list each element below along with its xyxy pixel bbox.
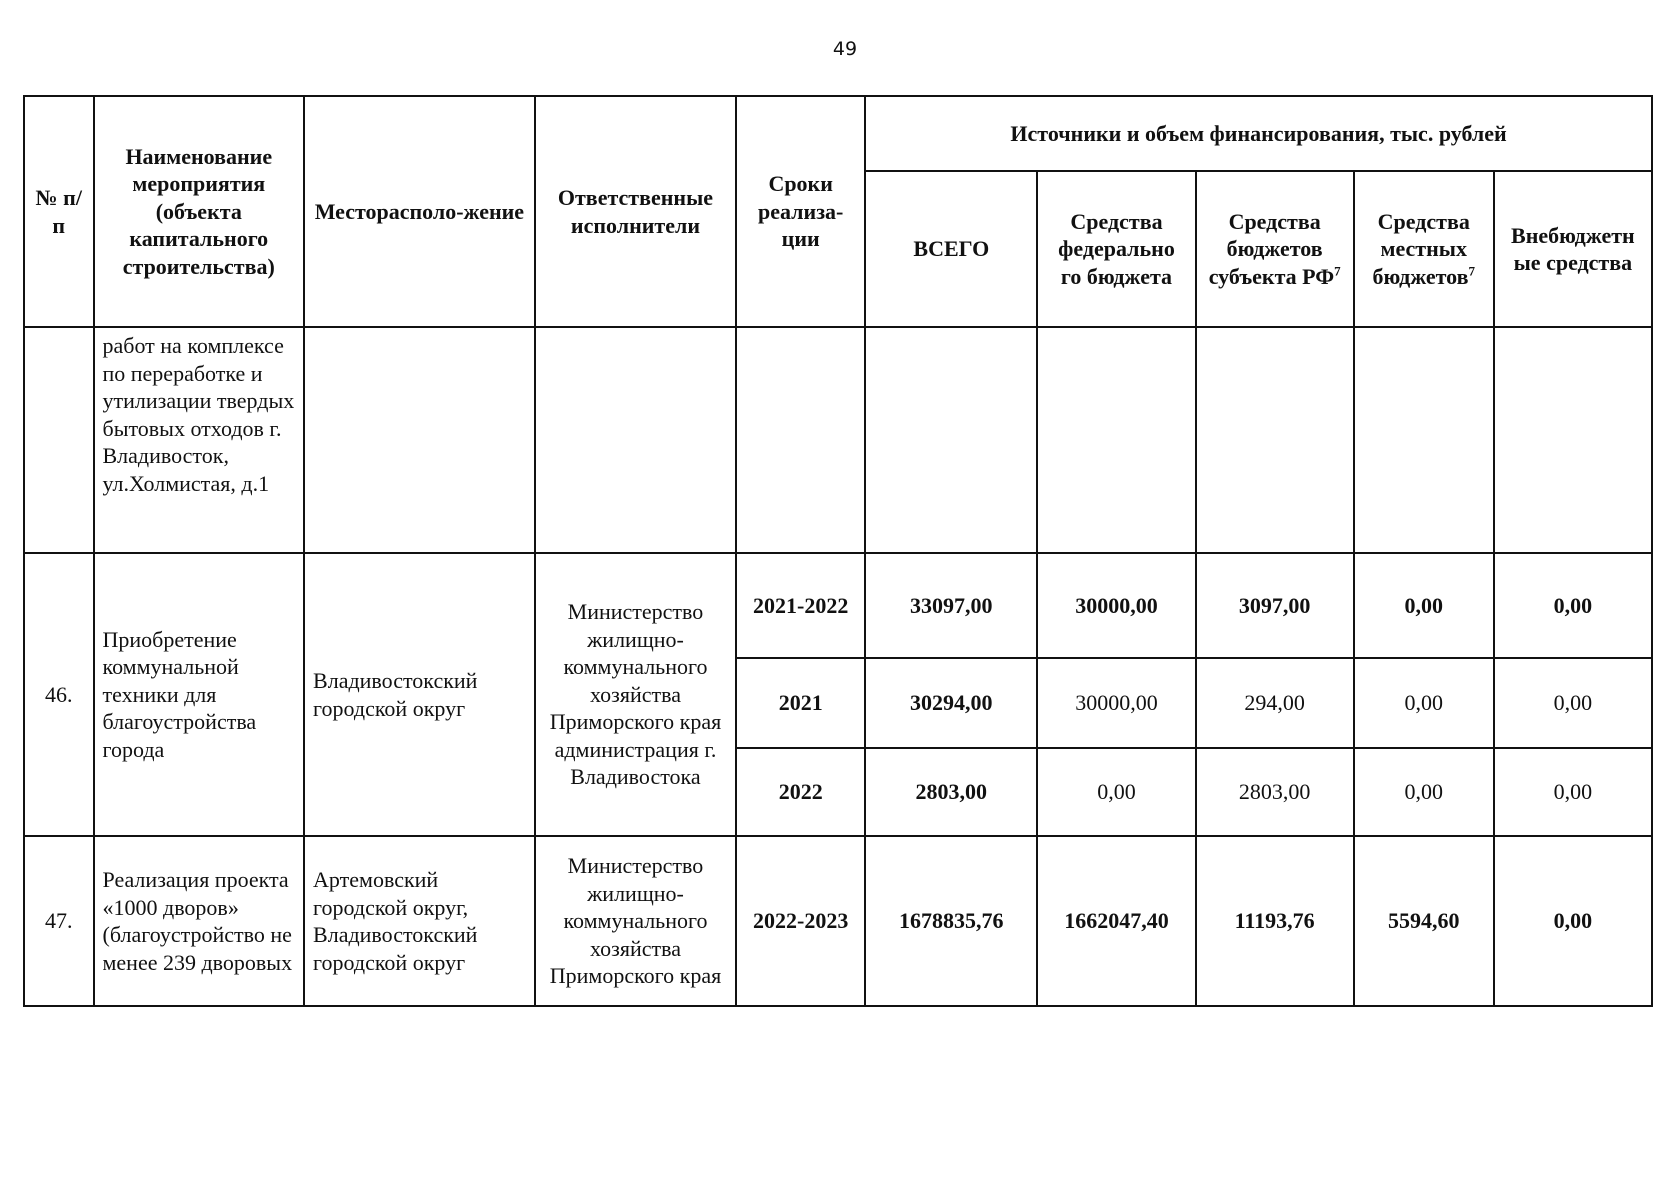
header-location: Месторасполо-жение	[304, 96, 535, 327]
cell-46-term: 2022	[736, 748, 865, 836]
cell-46-responsible: Министерство жилищно-коммунального хозяйства Приморского края администрация г. Владивостока	[535, 553, 736, 836]
header-local	[1354, 171, 1494, 327]
header-responsible: Ответственные исполнители	[535, 96, 736, 327]
cell-47-local: 5594,60	[1354, 836, 1494, 1006]
header-regional-footnote: 7	[1334, 263, 1341, 279]
header-local-text: Средства местных бюджетов	[1372, 208, 1470, 289]
cell-empty	[24, 327, 94, 553]
cell-47-num: 47.	[24, 836, 94, 1006]
cell-46-term: 2021	[736, 658, 865, 748]
cell-46-extra: 0,00	[1494, 658, 1652, 748]
cell-46-regional: 3097,00	[1196, 553, 1354, 658]
cell-47-regional: 11193,76	[1196, 836, 1354, 1006]
cell-46-total: 33097,00	[865, 553, 1037, 658]
cell-46-local: 0,00	[1354, 748, 1494, 836]
header-federal: Средства федерально го бюджета	[1037, 171, 1195, 327]
cell-continuation-name: работ на комплексе по переработке и утилизации твердых бытовых отходов г. Владивосток, ул.Холмистая, д.1	[94, 327, 305, 553]
header-extrabudget: Внебюджетн ые средства	[1494, 171, 1652, 327]
cell-47-location: Артемовский городской округ, Владивостокский городской округ	[304, 836, 535, 1006]
page-number: 49	[832, 38, 858, 60]
cell-empty	[1494, 327, 1652, 553]
cell-47-name: Реализация проекта «1000 дворов» (благоустройство не менее 239 дворовых	[94, 836, 305, 1006]
header-name: Наименование мероприятия (объекта капитального строительства)	[94, 96, 305, 327]
header-num: № п/п	[24, 96, 94, 327]
cell-47-term: 2022-2023	[736, 836, 865, 1006]
cell-46-term: 2021-2022	[736, 553, 865, 658]
cell-47-responsible: Министерство жилищно-коммунального хозяйства Приморского края	[535, 836, 736, 1006]
cell-47-extra: 0,00	[1494, 836, 1652, 1006]
cell-empty	[736, 327, 865, 553]
cell-46-extra: 0,00	[1494, 748, 1652, 836]
cell-46-name: Приобретение коммунальной техники для благоустройства города	[94, 553, 305, 836]
cell-46-federal: 30000,00	[1037, 553, 1195, 658]
cell-46-federal: 0,00	[1037, 748, 1195, 836]
cell-empty	[304, 327, 535, 553]
cell-47-total: 1678835,76	[865, 836, 1037, 1006]
cell-empty	[1196, 327, 1354, 553]
header-financing-group: Источники и объем финансирования, тыс. рублей	[865, 96, 1652, 171]
cell-46-num: 46.	[24, 553, 94, 836]
cell-empty	[1037, 327, 1195, 553]
cell-46-extra: 0,00	[1494, 553, 1652, 658]
header-total: ВСЕГО	[865, 171, 1037, 327]
cell-46-regional: 294,00	[1196, 658, 1354, 748]
financing-table	[23, 95, 1653, 1007]
cell-46-location: Владивостокский городской округ	[304, 553, 535, 836]
header-regional-text: Средства бюджетов субъекта РФ	[1208, 208, 1335, 289]
cell-47-federal: 1662047,40	[1037, 836, 1195, 1006]
cell-46-federal: 30000,00	[1037, 658, 1195, 748]
cell-empty	[1354, 327, 1494, 553]
cell-empty	[535, 327, 736, 553]
cell-46-total: 30294,00	[865, 658, 1037, 748]
header-row-1	[24, 96, 1652, 171]
header-terms: Сроки реализа-ции	[736, 96, 865, 327]
cell-46-local: 0,00	[1354, 658, 1494, 748]
table-row-47	[24, 836, 1652, 1006]
header-local-footnote: 7	[1468, 263, 1475, 279]
cell-46-local: 0,00	[1354, 553, 1494, 658]
cell-46-regional: 2803,00	[1196, 748, 1354, 836]
table-row-46-a	[24, 553, 1652, 658]
cell-46-total: 2803,00	[865, 748, 1037, 836]
table-row-continuation	[24, 327, 1652, 553]
cell-empty	[865, 327, 1037, 553]
header-regional	[1196, 171, 1354, 327]
